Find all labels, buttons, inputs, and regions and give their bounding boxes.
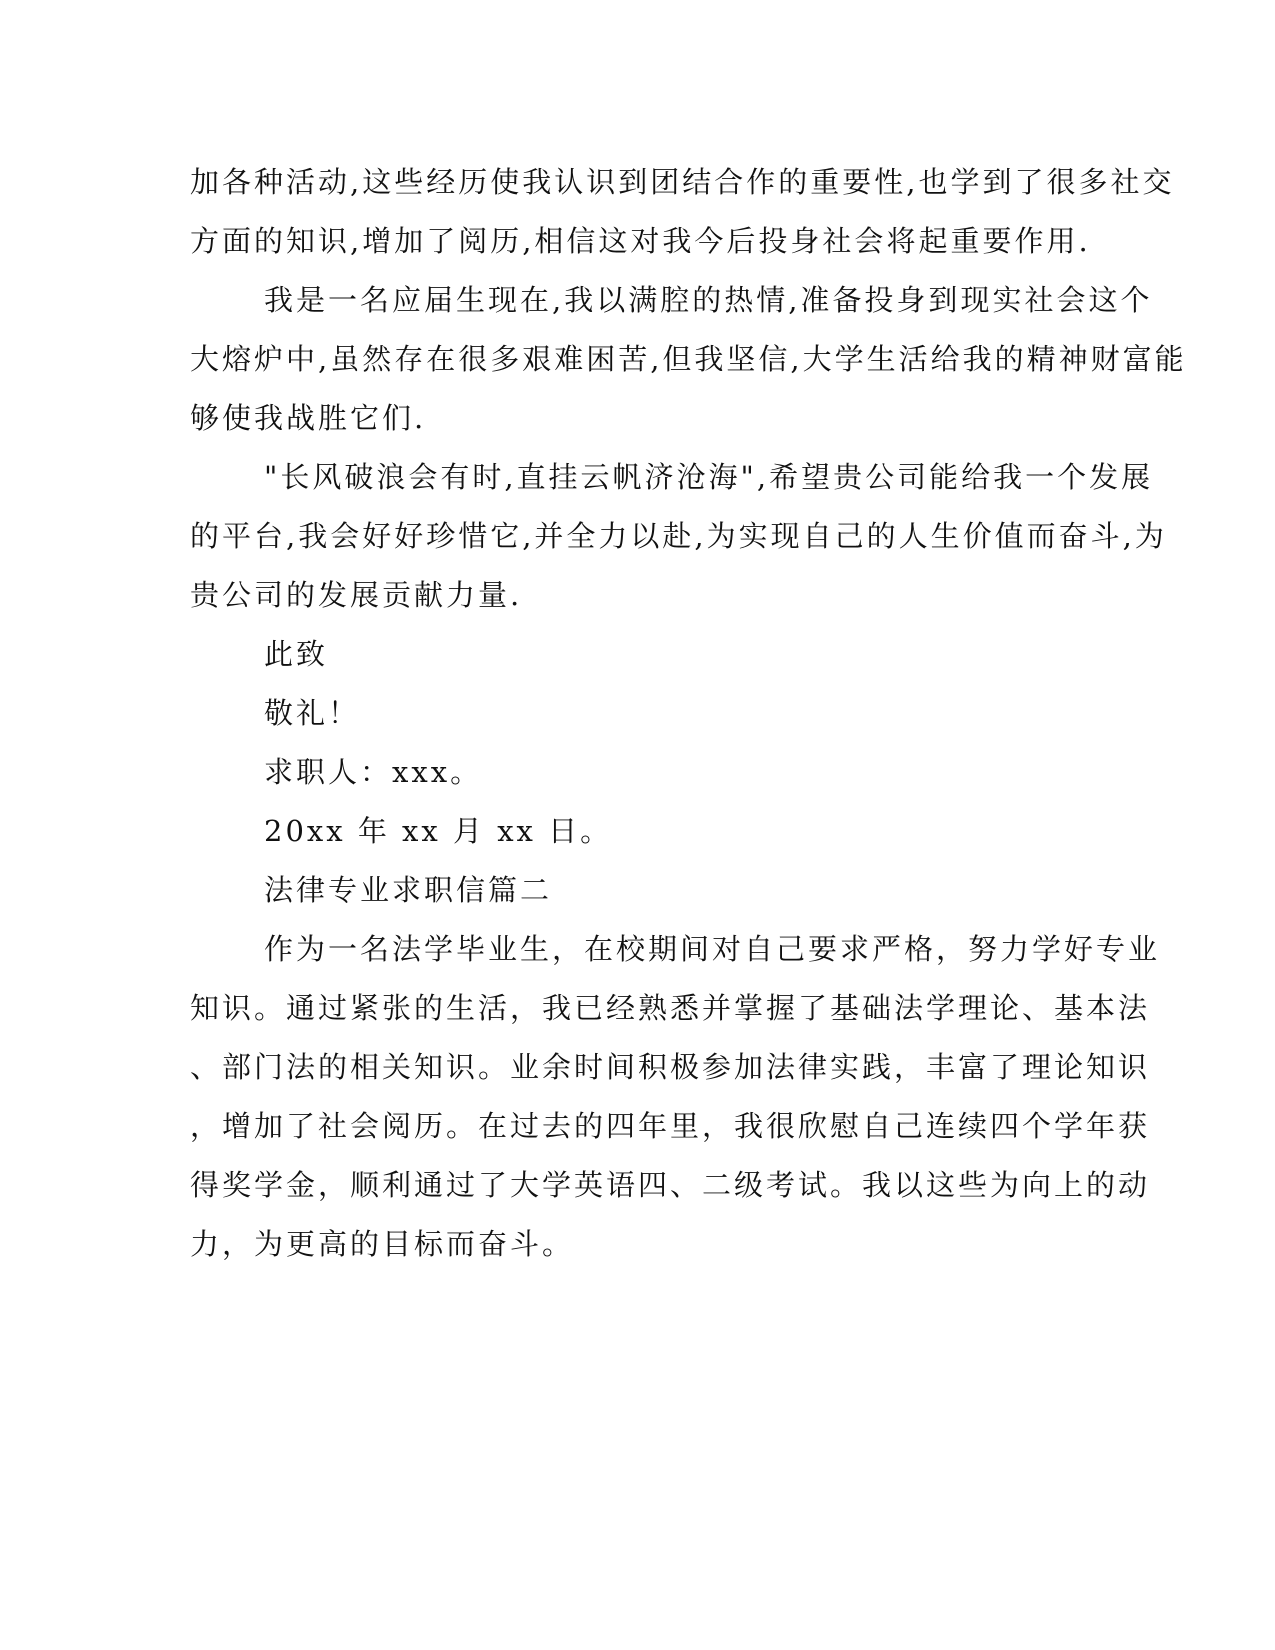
text-line: 的平台,我会好好珍惜它,并全力以赴,为实现自己的人生价值而奋斗,为	[190, 519, 1167, 553]
text-line: 作为一名法学毕业生，在校期间对自己要求严格，努力学好专业	[264, 932, 1161, 966]
applicant-name: 求职人：xxx。	[264, 755, 483, 789]
text-line: "长风破浪会有时,直挂云帆济沧海",希望贵公司能给我一个发展	[264, 460, 1154, 494]
text-line: 加各种活动,这些经历使我认识到团结合作的重要性,也学到了很多社交	[190, 165, 1175, 199]
closing-salutation: 此致	[264, 637, 329, 671]
section-heading: 法律专业求职信篇二	[264, 873, 553, 907]
text-line: 知识。通过紧张的生活，我已经熟悉并掌握了基础法学理论、基本法	[190, 991, 1151, 1025]
text-line: 我是一名应届生现在,我以满腔的热情,准备投身到现实社会这个	[264, 283, 1153, 317]
text-line: 力，为更高的目标而奋斗。	[190, 1227, 575, 1261]
text-line: 、部门法的相关知识。业余时间积极参加法律实践，丰富了理论知识	[190, 1050, 1151, 1084]
text-line: 贵公司的发展贡献力量.	[190, 578, 523, 612]
text-line: 大熔炉中,虽然存在很多艰难困苦,但我坚信,大学生活给我的精神财富能	[190, 342, 1187, 376]
closing-regards: 敬礼！	[264, 696, 361, 730]
text-line: 方面的知识,增加了阅历,相信这对我今后投身社会将起重要作用.	[190, 224, 1091, 258]
letter-date: 20xx 年 xx 月 xx 日。	[264, 814, 613, 848]
text-line: 得奖学金，顺利通过了大学英语四、二级考试。我以这些为向上的动	[190, 1168, 1151, 1202]
text-line: 够使我战胜它们.	[190, 401, 427, 435]
text-line: ，增加了社会阅历。在过去的四年里，我很欣慰自己连续四个学年获	[190, 1109, 1151, 1143]
